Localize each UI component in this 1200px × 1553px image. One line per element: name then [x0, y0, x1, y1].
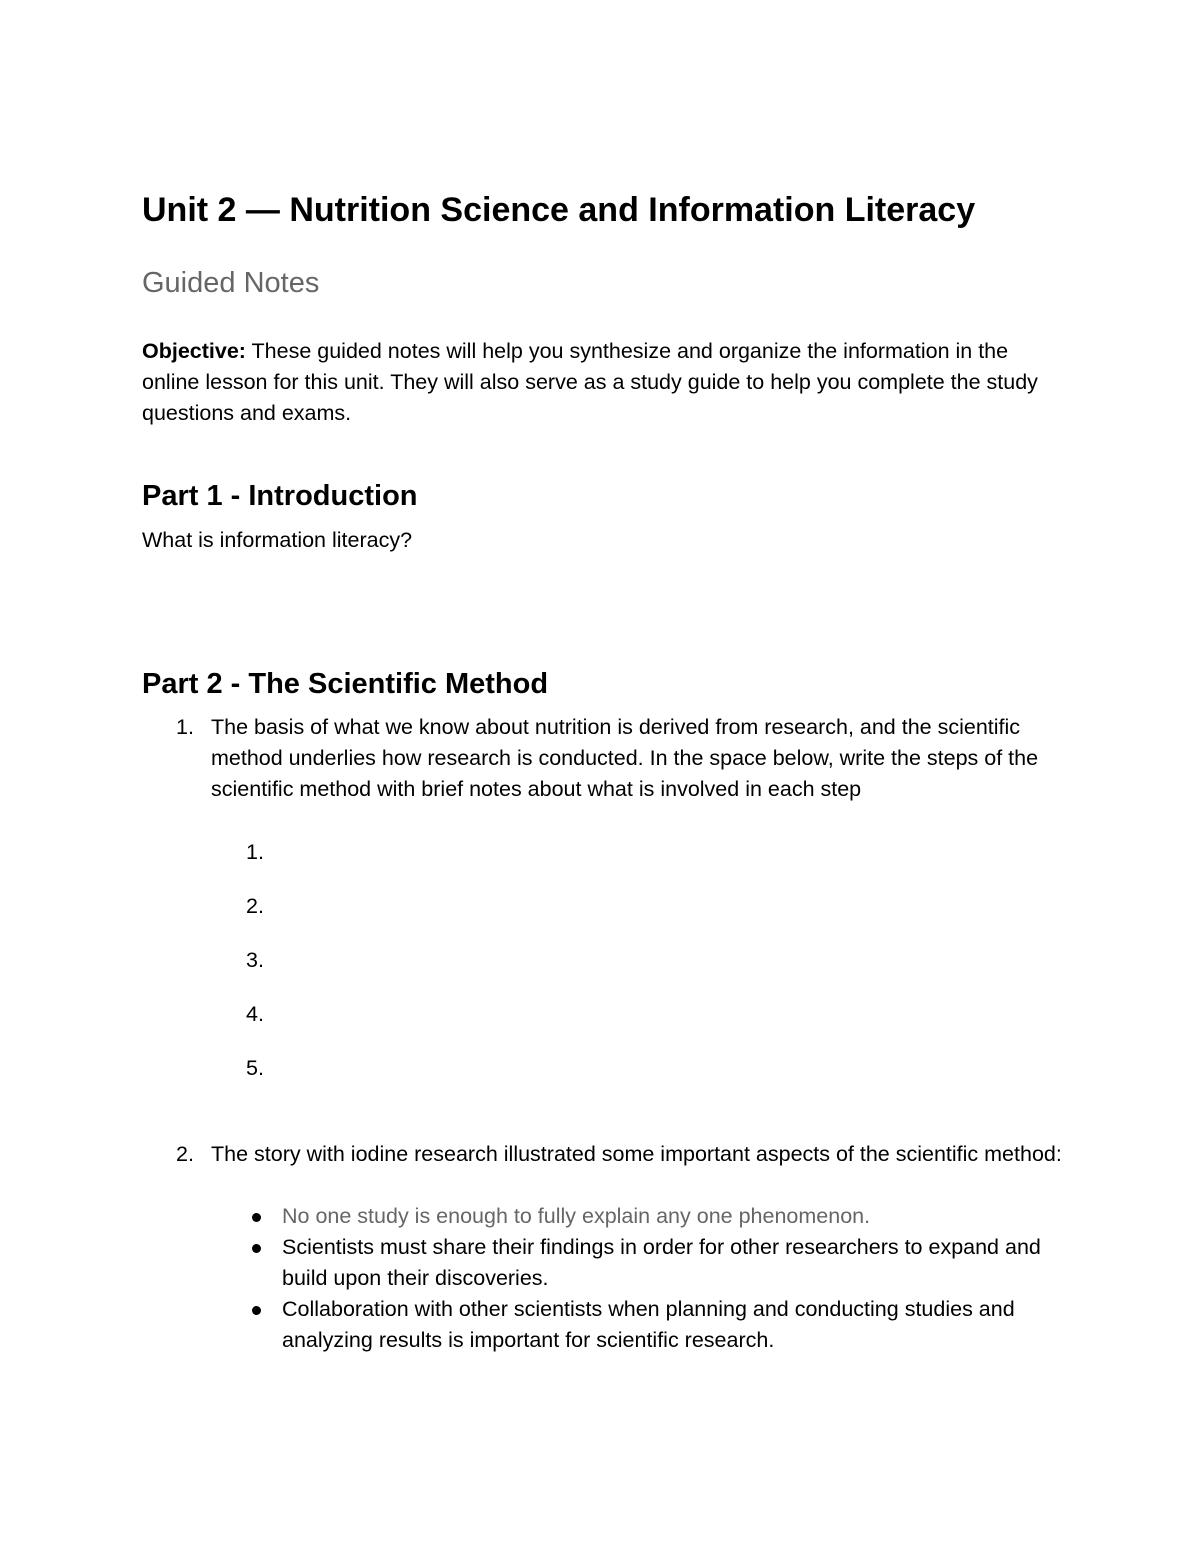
bullet-text: Scientists must share their findings in order for other researchers to expand and build upon their discoveries.	[282, 1235, 1041, 1290]
objective-text: These guided notes will help you synthesize and organize the information in the online lesson for this unit. They will also serve as a study guide to help you complete the study questions and exams.	[142, 339, 1038, 425]
question-1-text: The basis of what we know about nutrition is derived from research, and the scientific method underlies how research is conducted. In the space below, write the steps of the scientific method with brief notes about what is involved in each step	[211, 715, 1039, 801]
step-4-number: 4.	[246, 1002, 264, 1026]
objective-label: Objective:	[142, 339, 246, 363]
step-1-number: 1.	[246, 840, 264, 864]
question-2	[142, 1139, 1062, 1170]
page-subtitle: Guided Notes	[142, 267, 320, 299]
page-title: Unit 2 — Nutrition Science and Information Literacy	[142, 191, 976, 229]
question-2-number: 2.	[176, 1142, 194, 1166]
bullet-dot-icon	[252, 1306, 261, 1315]
bullet-text: No one study is enough to fully explain any one phenomenon.	[282, 1204, 871, 1228]
bullet-dot-icon	[252, 1244, 261, 1253]
iodine-aspects-list	[250, 1201, 1050, 1356]
objective-paragraph	[142, 336, 1062, 429]
question-2-text: The story with iodine research illustrated some important aspects of the scientific method:	[211, 1142, 1062, 1166]
list-item	[250, 1201, 1050, 1232]
list-item	[250, 1232, 1050, 1294]
part1-heading: Part 1 - Introduction	[142, 480, 418, 512]
step-2-number: 2.	[246, 894, 264, 918]
bullet-text: Collaboration with other scientists when planning and conducting studies and analyzing results is important for scientific research.	[282, 1297, 1015, 1352]
part2-heading: Part 2 - The Scientific Method	[142, 668, 549, 700]
part1-question: What is information literacy?	[142, 528, 413, 552]
question-1	[142, 712, 1062, 805]
step-3-number: 3.	[246, 948, 264, 972]
step-5-number: 5.	[246, 1056, 264, 1080]
question-1-number: 1.	[176, 715, 194, 739]
list-item	[250, 1294, 1050, 1356]
bullet-dot-icon	[252, 1213, 261, 1222]
